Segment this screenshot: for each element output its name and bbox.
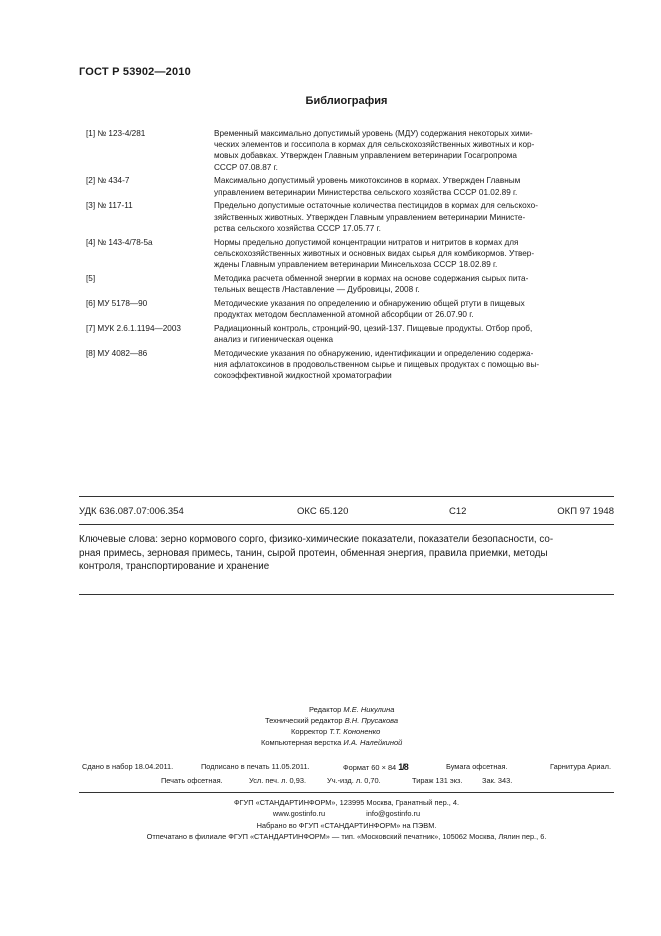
publisher-line: www.gostinfo.ru info@gostinfo.ru bbox=[272, 809, 421, 819]
bibliography-line: Нормы предельно допустимой концентрации нитратов и нитритов в кормах для bbox=[214, 237, 519, 247]
bibliography-item bbox=[86, 237, 610, 271]
editor-name: М.Е. Никулина bbox=[343, 705, 395, 714]
editor-role: Редактор bbox=[309, 705, 342, 714]
production-row bbox=[79, 760, 614, 774]
bibliography-line: рства сельского хозяйства СССР 17.05.77 г. bbox=[214, 223, 381, 233]
bibliography-list bbox=[86, 128, 610, 384]
bibliography-line: Предельно допустимые остаточные количества пестицидов в кормах для сельскохо- bbox=[214, 201, 538, 211]
section-title-text: Библиография bbox=[305, 95, 388, 107]
paper-type: Бумага офсетная. bbox=[446, 762, 508, 771]
editors-block bbox=[240, 704, 460, 748]
bibliography-line: сельскохозяйственных животных и основных видах сырья для комбикормов. Утвер- bbox=[214, 248, 535, 258]
bibliography-line: СССР 07.08.87 г. bbox=[214, 162, 278, 172]
editor-name: В.Н. Прусакова bbox=[344, 716, 399, 725]
bibliography-text bbox=[214, 298, 610, 320]
bibliography-line: тельных веществ /Наставление — Дубровицы, 2008 г. bbox=[214, 285, 420, 295]
section-title bbox=[0, 95, 661, 107]
bibliography-text bbox=[214, 273, 610, 295]
typeface: Гарнитура Ариал. bbox=[549, 762, 611, 771]
bibliography-line: ния афлатоксинов в продовольственном сырье и пищевых продуктах с помощью вы- bbox=[214, 360, 540, 370]
bibliography-ref: [6] МУ 5178—90 bbox=[86, 298, 148, 308]
bibliography-ref: [1] № 123-4/281 bbox=[86, 129, 146, 138]
bibliography-ref: [2] № 434-7 bbox=[86, 176, 130, 186]
divider-top bbox=[79, 496, 614, 497]
bibliography-ref: [5] bbox=[86, 273, 96, 283]
signed-date: Подписано в печать 11.05.2011. bbox=[201, 762, 310, 771]
editor-row bbox=[240, 737, 460, 748]
bibliography-line: ческих элементов и госсипола в кормах для сельскохозяйственных животных и кор- bbox=[214, 140, 535, 150]
publisher-line: Набрано во ФГУП «СТАНДАРТИНФОРМ» на ПЭВМ. bbox=[256, 820, 437, 830]
keywords-line: контроля, транспортирование и хранение bbox=[79, 561, 270, 572]
divider-bottom bbox=[79, 594, 614, 595]
bibliography-text bbox=[214, 200, 610, 234]
bibliography-line: Методические указания по определению и обнаружению общей ртути в пищевых bbox=[214, 298, 525, 308]
zak: Зак. 343. bbox=[482, 776, 513, 785]
editor-role: Технический редактор bbox=[265, 716, 343, 725]
editor-name: Т.Т. Кононенко bbox=[329, 727, 381, 736]
divider-publisher bbox=[79, 792, 614, 793]
keywords-line: рная примесь, зерновая примесь, танин, сырой протеин, обменная энергия, правила приемки, методы bbox=[79, 547, 548, 559]
editor-role: Компьютерная верстка bbox=[261, 738, 342, 747]
bibliography-line: мовых добавках. Утвержден Главным управлением ветеринарии Госагропрома bbox=[214, 151, 517, 161]
keywords-block bbox=[79, 533, 614, 574]
editor-name: И.А. Налейкиной bbox=[343, 738, 403, 747]
publisher-block bbox=[79, 797, 614, 843]
print-type: Печать офсетная. bbox=[161, 776, 223, 785]
bibliography-line: управлением ветеринарии Министерства сельского хозяйства СССР 01.02.89 г. bbox=[214, 187, 518, 197]
bibliography-item bbox=[86, 348, 610, 382]
bibliography-line: Методические указания по обнаружению, идентификации и определению содержа- bbox=[214, 348, 534, 358]
bibliography-line: зяйственных животных. Утвержден Главным управлением ветеринарии Министе- bbox=[214, 212, 526, 222]
bibliography-ref: [8] МУ 4082—86 bbox=[86, 348, 148, 358]
bibliography-item bbox=[86, 273, 610, 295]
bibliography-text bbox=[214, 237, 610, 271]
bibliography-ref: [4] № 143-4/78-5а bbox=[86, 237, 153, 247]
publisher-line: ФГУП «СТАНДАРТИНФОРМ», 123995 Москва, Гранатный пер., 4. bbox=[233, 798, 460, 807]
bibliography-line: продуктах методом беспламенной атомной абсорбции от 26.07.90 г. bbox=[214, 310, 474, 320]
format-prefix: Формат 60 × 84 bbox=[343, 763, 397, 772]
bibliography-line: Временный максимально допустимый уровень (МДУ) содержания некоторых хими- bbox=[214, 129, 533, 138]
bibliography-item bbox=[86, 298, 610, 320]
document-header: ГОСТ Р 53902—2010 bbox=[79, 66, 191, 78]
bibliography-line: анализ и гигиеническая оценка bbox=[214, 335, 334, 345]
format-info bbox=[343, 760, 408, 775]
bibliography-item bbox=[86, 323, 610, 345]
oks-code: ОКС 65.120 bbox=[297, 506, 349, 517]
bibliography-text bbox=[214, 323, 610, 345]
okp-code: ОКП 97 1948 bbox=[557, 506, 614, 517]
editor-row bbox=[240, 726, 460, 737]
editor-row bbox=[240, 715, 460, 726]
production-info bbox=[79, 760, 614, 788]
bibliography-ref: [3] № 117-11 bbox=[86, 201, 133, 211]
keywords-line: Ключевые слова: зерно кормового сорго, физико-химические показатели, показатели безопасности, со- bbox=[79, 534, 554, 545]
editor-role: Корректор bbox=[291, 727, 328, 736]
bibliography-line: ждены Главным управлением ветеринарии Минсельхоза СССР 18.02.89 г. bbox=[214, 260, 498, 270]
bibliography-text bbox=[214, 348, 610, 382]
divider-middle bbox=[79, 524, 614, 525]
group-code: С12 bbox=[449, 506, 467, 517]
bibliography-ref: [7] МУК 2.6.1.1194—2003 bbox=[86, 323, 181, 333]
bibliography-line: Радиационный контроль, стронций-90, цезий-137. Пищевые продукты. Отбор проб, bbox=[214, 323, 533, 333]
publisher-line: Отпечатано в филиале ФГУП «СТАНДАРТИНФОРМ» — тип. «Московский печатник», 105062 Москва, Лялин пер., 6. bbox=[146, 832, 547, 842]
udk-code: УДК 636.087.07:006.354 bbox=[79, 506, 184, 517]
production-row bbox=[79, 774, 614, 788]
bibliography-item bbox=[86, 128, 610, 173]
format-fraction: 1/8 bbox=[398, 762, 408, 772]
bibliography-text bbox=[214, 128, 610, 173]
tirazh: Тираж 131 экз. bbox=[412, 776, 463, 785]
bibliography-line: Максимально допустимый уровень микотоксинов в кормах. Утвержден Главным bbox=[214, 176, 521, 186]
uch-izd: Уч.-изд. л. 0,70. bbox=[327, 776, 381, 785]
bibliography-line: Методика расчета обменной энергии в кормах на основе содержания сырых пита- bbox=[214, 273, 529, 283]
bibliography-item bbox=[86, 200, 610, 234]
editor-row bbox=[240, 704, 460, 715]
bibliography-text bbox=[214, 175, 610, 197]
bibliography-item bbox=[86, 175, 610, 197]
usl-pech: Усл. печ. л. 0,93. bbox=[249, 776, 306, 785]
submitted-date: Сдано в набор 18.04.2011. bbox=[82, 762, 174, 771]
bibliography-line: сокоэффективной жидкостной хроматографии bbox=[214, 371, 392, 381]
